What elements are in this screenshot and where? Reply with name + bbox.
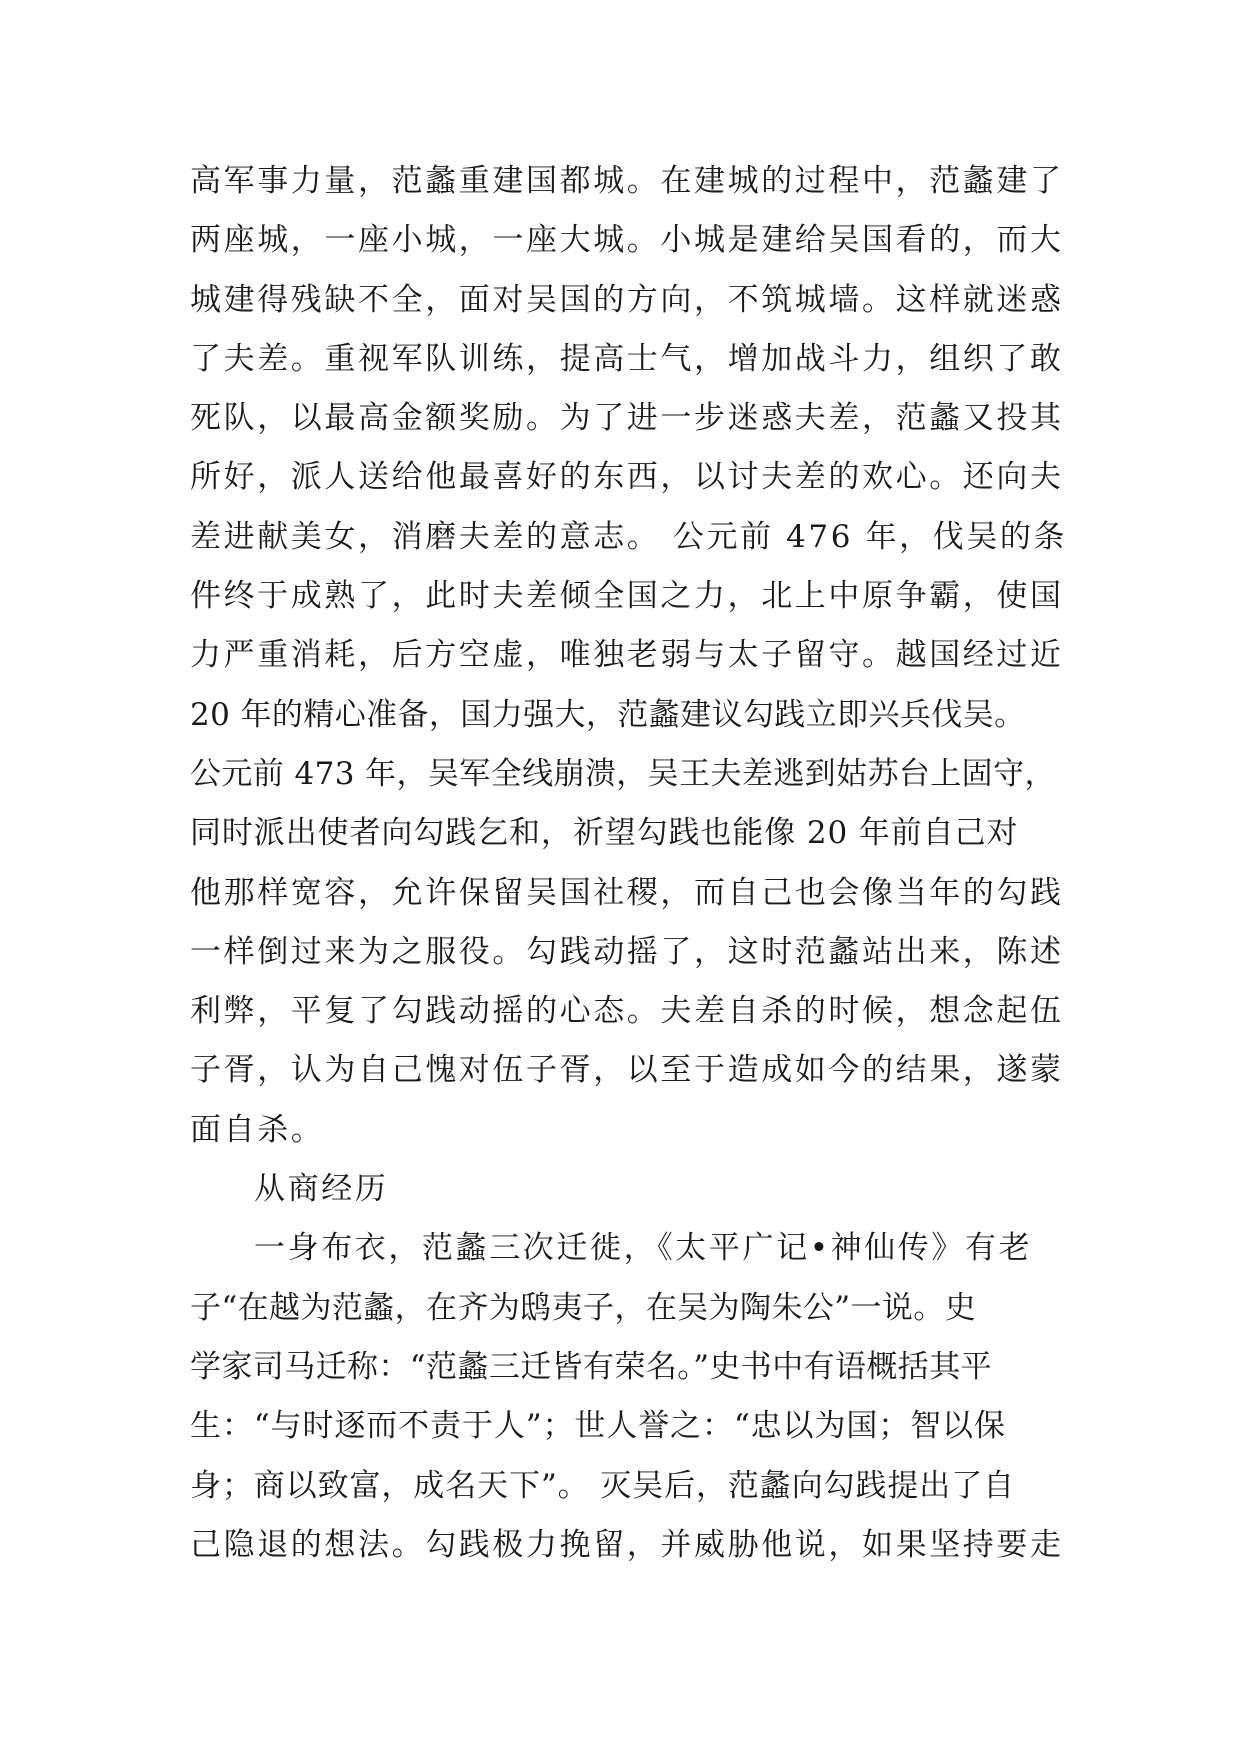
text-line: 他那样宽容，允许保留吴国社稷，而自己也会像当年的勾践 — [190, 874, 1064, 911]
text-line: 了夫差。重视军队训练，提高士气，增加战斗力，组织了敢 — [190, 340, 1064, 377]
text-line: 两座城，一座小城，一座大城。小城是建给吴国看的，而大 — [190, 222, 1064, 259]
document-body — [190, 152, 1070, 1575]
text-line: 城建得残缺不全，面对吴国的方向，不筑城墙。这样就迷惑 — [190, 281, 1064, 318]
text-line: 差进献美女，消磨夫差的意志。 公元前 476 年，伐吴的条 — [190, 518, 1068, 555]
text-line: 子胥，认为自己愧对伍子胥，以至于造成如今的结果，遂蒙 — [190, 1052, 1064, 1089]
text-line: 20 年的精心准备，国力强大，范蠡建议勾践立即兴兵伐吴。 — [190, 696, 1026, 733]
section-heading: 从商经历 — [254, 1171, 389, 1208]
text-line: 件终于成熟了，此时夫差倾全国之力，北上中原争霸，使国 — [190, 578, 1064, 615]
text-line: 子“在越为范蠡，在齐为鸱夷子，在吴为陶朱公”一说。史 — [190, 1289, 977, 1326]
text-line: 利弊，平复了勾践动摇的心态。夫差自杀的时候，想念起伍 — [190, 993, 1064, 1030]
text-line: 己隐退的想法。勾践极力挽留，并威胁他说，如果坚持要走 — [190, 1526, 1064, 1563]
text-line: 所好，派人送给他最喜好的东西，以讨夫差的欢心。还向夫 — [190, 459, 1064, 496]
text-line: 学家司马迁称：“范蠡三迁皆有荣名。”史书中有语概括其平 — [190, 1348, 992, 1385]
text-line: 高军事力量，范蠡重建国都城。在建城的过程中，范蠡建了 — [190, 163, 1064, 199]
text-line: 一样倒过来为之服役。勾践动摇了，这时范蠡站出来，陈述 — [190, 933, 1064, 970]
text-line: 公元前 473 年，吴军全线崩溃，吴王夫差逃到姑苏台上固守， — [190, 755, 1056, 792]
text-line: 力严重消耗，后方空虚，唯独老弱与太子留守。越国经过近 — [190, 637, 1064, 674]
text-line: 死队，以最高金额奖励。为了进一步迷惑夫差，范蠡又投其 — [190, 400, 1064, 437]
text-line: 同时派出使者向勾践乞和，祈望勾践也能像 20 年前自己对 — [190, 815, 1019, 852]
text-line: 面自杀。 — [190, 1111, 325, 1148]
text-line: 身；商以致富，成名天下”。 灭吴后，范蠡向勾践提出了自 — [190, 1467, 1015, 1504]
text-line: 生：“与时逐而不责于人”；世人誉之：“忠以为国；智以保 — [190, 1408, 1006, 1445]
text-line: 一身布衣，范蠡三次迁徙，《太平广记•神仙传》有老 — [254, 1230, 1033, 1267]
